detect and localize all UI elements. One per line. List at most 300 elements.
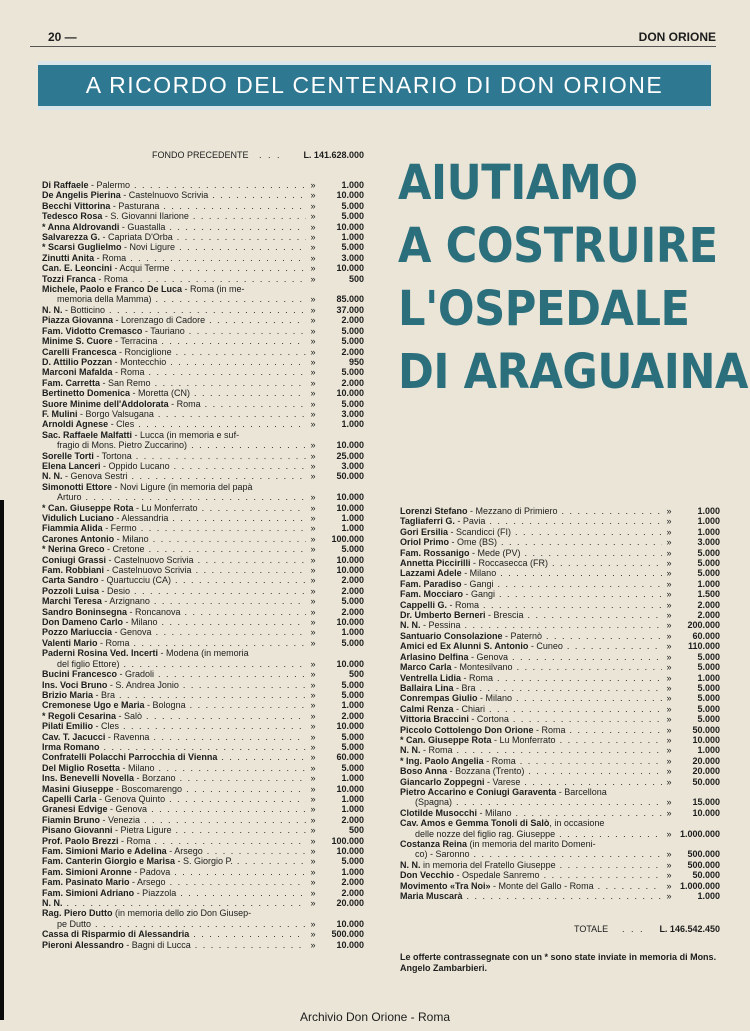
- ditto-mark: »: [666, 558, 672, 569]
- donation-row: [42, 669, 364, 679]
- donation-row: [42, 877, 364, 887]
- donor-name: [42, 555, 306, 565]
- donor-name-bold: Lorenzi Stefano: [400, 506, 468, 516]
- donor-name-bold: Coniugi Grassi: [42, 554, 107, 565]
- donation-amount: 2.000: [341, 814, 364, 825]
- donor-name: [57, 659, 306, 669]
- donation-amount: 10.000: [336, 939, 364, 950]
- donor-name-bold: Cremonese Ugo e Maria: [42, 700, 145, 711]
- donor-place: - Varese: [484, 776, 521, 787]
- donation-row: [400, 589, 720, 599]
- donation-row: [400, 537, 720, 547]
- donor-place: - Gradoli: [117, 669, 155, 680]
- ditto-mark: »: [666, 714, 672, 725]
- donation-row: [42, 190, 364, 200]
- donation-amount: 10.000: [336, 918, 364, 929]
- donation-amount: 5.000: [697, 703, 720, 714]
- donor-place: - Bologna: [144, 700, 186, 711]
- donor-place: - Roma: [118, 835, 151, 846]
- donation-amount: 1.000.000: [679, 828, 720, 839]
- donor-name-bold: Ins. Voci Bruno: [42, 679, 108, 690]
- ditto-mark: »: [666, 630, 672, 641]
- donor-name: [42, 409, 306, 419]
- ditto-mark: »: [666, 506, 672, 516]
- donor-name-bold: Don Vecchio: [400, 870, 455, 881]
- donation-row: [400, 735, 720, 745]
- donor-name: [42, 284, 306, 294]
- donor-place: - Piazzola: [134, 887, 177, 898]
- donor-name: [42, 211, 306, 221]
- donor-place: - Ronciglione: [116, 346, 172, 357]
- donor-name: [42, 503, 306, 513]
- donor-name-bold: Pilati Emilio: [42, 721, 94, 732]
- donor-name: [42, 232, 306, 242]
- donation-amount: 100.000: [331, 533, 364, 544]
- donation-amount: 10.000: [336, 554, 364, 565]
- donor-name-bold: Piccolo Cottolengo Don Orione: [400, 724, 534, 735]
- donor-place: - Capriata D'Orba: [100, 232, 173, 243]
- donation-row: [42, 575, 364, 585]
- donor-place: - Pavia: [454, 516, 486, 527]
- donation-row: [42, 419, 364, 429]
- ditto-mark: »: [310, 814, 316, 825]
- donor-name-bold: * Regoli Cesarina: [42, 710, 117, 721]
- donor-name: [42, 399, 306, 409]
- donor-name-bold: Vidulich Luciano: [42, 513, 114, 523]
- donor-place: - Bagni di Lucca: [123, 939, 191, 950]
- donation-row: [400, 891, 720, 901]
- ditto-mark: »: [310, 221, 316, 232]
- donor-place: , in occasione: [549, 818, 605, 829]
- donor-place: - Roma: [95, 273, 128, 284]
- donor-name: [42, 305, 306, 315]
- donation-amount: 2.000: [697, 599, 720, 610]
- donation-row: [42, 451, 364, 461]
- donation-amount: 50.000: [692, 776, 720, 787]
- donor-name: [400, 808, 662, 818]
- donor-place: - Novi Ligure (in memoria del papà: [112, 481, 253, 492]
- ditto-mark: »: [310, 846, 316, 856]
- donation-row: [400, 849, 720, 859]
- donation-row: [400, 527, 720, 537]
- donation-amount: 500: [348, 669, 364, 680]
- donor-place: - Roma (in me-: [182, 284, 245, 295]
- donation-row: [42, 471, 364, 481]
- donor-place: - Desio: [99, 585, 131, 596]
- ditto-mark: »: [310, 263, 316, 274]
- donor-place: - Genova: [107, 804, 148, 815]
- donor-name: [42, 451, 306, 461]
- ditto-mark: »: [666, 651, 672, 662]
- ditto-mark: »: [310, 596, 316, 607]
- donor-name: [42, 461, 306, 471]
- donation-row: [42, 648, 364, 658]
- donation-amount: 1.000: [341, 513, 364, 523]
- donor-name-bold: Can. E. Leoncini: [42, 263, 113, 274]
- donor-name: [400, 662, 662, 672]
- donor-name-bold: Ballaira Lina: [400, 682, 454, 693]
- donor-name: [42, 763, 306, 773]
- donation-row: [400, 662, 720, 672]
- donor-name: [42, 586, 306, 596]
- donor-name-bold: Fam. Simioni Mario e Adelina: [42, 846, 167, 856]
- ditto-mark: »: [666, 828, 672, 839]
- donor-name-bold: * Anna Aldrovandi: [42, 221, 120, 232]
- donor-place: - Montecchio: [112, 356, 167, 367]
- ditto-mark: »: [666, 724, 672, 735]
- donation-row: [400, 745, 720, 755]
- ditto-mark: »: [310, 232, 316, 243]
- donor-place: - Roma: [112, 367, 145, 378]
- donor-place: - Milano: [477, 693, 513, 704]
- donor-name: [42, 274, 306, 284]
- donor-name: [400, 641, 662, 651]
- ditto-mark: »: [666, 849, 672, 860]
- ditto-mark: »: [310, 408, 316, 419]
- donation-row: [42, 929, 364, 939]
- donation-amount: 5.000: [697, 651, 720, 662]
- donation-amount: 5.000: [697, 714, 720, 725]
- ditto-mark: »: [310, 513, 316, 523]
- donor-name: [42, 388, 306, 398]
- donor-place: - Padova: [131, 866, 171, 877]
- previous-fund-amount: L. 141.628.000: [303, 150, 364, 160]
- donor-name: [42, 648, 306, 658]
- donor-name: [42, 482, 306, 492]
- ditto-mark: »: [310, 252, 316, 263]
- ditto-mark: »: [666, 547, 672, 558]
- ditto-mark: »: [310, 929, 316, 940]
- donor-place: - Roma: [97, 637, 130, 648]
- ditto-mark: »: [310, 356, 316, 367]
- donor-place: - Venezia: [100, 814, 141, 825]
- donation-row: [42, 440, 364, 450]
- donor-name: [42, 253, 306, 263]
- donor-place: - Roma: [447, 599, 480, 610]
- donor-name-bold: Carta Sandro: [42, 575, 99, 586]
- donor-name-bold: Ventrella Lidia: [400, 672, 462, 683]
- donor-name-bold: De Angelis Pierina: [42, 190, 121, 201]
- headline-line: AIUTIAMO: [398, 155, 638, 211]
- ditto-mark: »: [666, 891, 672, 902]
- donor-name-bold: Fam. Rossanigo: [400, 547, 470, 558]
- donor-name: [42, 430, 306, 440]
- donor-place: - Mezzano di Primiero: [467, 506, 558, 516]
- ditto-mark: »: [666, 620, 672, 631]
- donation-row: [42, 627, 364, 637]
- donation-amount: 1.000: [697, 506, 720, 516]
- donation-row: [42, 534, 364, 544]
- donation-row: [42, 752, 364, 762]
- donation-row: [400, 631, 720, 641]
- ditto-mark: »: [666, 880, 672, 891]
- donation-row: [42, 544, 364, 554]
- donor-name: [42, 419, 306, 429]
- ditto-mark: »: [310, 887, 316, 898]
- ditto-mark: »: [310, 388, 316, 399]
- donation-row: [400, 641, 720, 651]
- ditto-mark: »: [666, 797, 672, 808]
- donor-name: [400, 579, 662, 589]
- donor-place: - Castelnuovo Scrivia: [106, 554, 194, 565]
- donor-place: - Genova: [112, 627, 152, 638]
- headline-line: L'OSPEDALE: [398, 281, 690, 337]
- donation-row: [42, 721, 364, 731]
- donor-name: [42, 513, 306, 523]
- donor-place: - Lu Monferrato: [491, 734, 556, 745]
- donor-name-bold: N. N.: [400, 620, 421, 631]
- donation-row: [400, 610, 720, 620]
- donation-amount: 1.000: [341, 793, 364, 804]
- donation-amount: 1.000: [697, 516, 720, 527]
- ditto-mark: »: [666, 734, 672, 745]
- ditto-mark: »: [666, 578, 672, 589]
- donor-name-bold: Fiammia Alida: [42, 523, 103, 534]
- donor-name: [42, 347, 306, 357]
- donation-amount: 2.000: [341, 346, 364, 357]
- donor-name: [42, 711, 306, 721]
- donor-name: [400, 766, 662, 776]
- donation-row: [42, 232, 364, 242]
- ditto-mark: »: [310, 877, 316, 888]
- donor-name: [42, 815, 306, 825]
- donor-name: [42, 180, 306, 190]
- donor-place: (in memoria dello zio Don Giusep-: [112, 908, 252, 919]
- donation-row: [42, 263, 364, 273]
- donor-name-bold: Cappelli G.: [400, 599, 448, 610]
- donor-name-bold: N. N.: [42, 898, 63, 909]
- donation-row: [400, 756, 720, 766]
- ditto-mark: »: [310, 898, 316, 909]
- donation-row: [400, 568, 720, 578]
- donor-place: - Arzignano: [101, 596, 150, 607]
- ditto-mark: »: [666, 610, 672, 621]
- donor-place: - Boscomarengo: [113, 783, 183, 794]
- donor-name: [42, 680, 306, 690]
- donation-row: [42, 503, 364, 513]
- donor-name-bold: Fam. Pasinato Mario: [42, 877, 130, 888]
- donor-name-bold: Fam. Vidotto Cremasco: [42, 325, 143, 336]
- donor-name-bold: Fam. Simioni Adriano: [42, 887, 135, 898]
- donor-name-bold: Simonotti Ettore: [42, 481, 112, 492]
- donation-row: [400, 714, 720, 724]
- donor-name: [42, 326, 306, 336]
- donation-amount: 950: [348, 356, 364, 367]
- ditto-mark: »: [310, 440, 316, 451]
- donor-name: [400, 704, 662, 714]
- ditto-mark: »: [310, 856, 316, 867]
- ditto-mark: »: [310, 325, 316, 336]
- donor-place: - Castelnuovo Scrivia: [120, 190, 209, 201]
- donor-name: [42, 357, 306, 367]
- donor-name-bold: Pisano Giovanni: [42, 825, 113, 836]
- donation-row: [400, 693, 720, 703]
- donor-name: [42, 315, 306, 325]
- donor-name: [42, 669, 306, 679]
- donor-name-bold: Marchi Teresa: [42, 596, 102, 607]
- donation-amount: 1.000: [341, 523, 364, 534]
- ditto-mark: »: [310, 523, 316, 534]
- donation-row: [400, 725, 720, 735]
- donor-place: - S. Giovanni Ilarione: [102, 211, 189, 222]
- donor-place: (Spagna): [415, 797, 453, 808]
- donor-name: [400, 631, 662, 641]
- donor-name: [400, 527, 662, 537]
- donation-row: [42, 367, 364, 377]
- donor-place: - Roma: [483, 755, 516, 766]
- donation-amount: 2.000: [341, 575, 364, 586]
- donor-place: del figlio Ettore): [57, 658, 120, 669]
- donation-row: [42, 565, 364, 575]
- donation-amount: 1.000: [697, 891, 720, 902]
- donor-name: [42, 898, 306, 908]
- donor-name: [42, 544, 306, 554]
- ditto-mark: »: [310, 419, 316, 430]
- donor-name-bold: * Can. Giuseppe Rota: [400, 734, 492, 745]
- donor-place: - Pasturana: [110, 200, 160, 211]
- donor-list-right: [400, 506, 720, 901]
- donation-row: [400, 777, 720, 787]
- donor-name: [42, 367, 306, 377]
- donation-row: [42, 700, 364, 710]
- donor-name-bold: * Can. Giuseppe Rota: [42, 502, 134, 513]
- donation-row: [42, 794, 364, 804]
- donor-name-bold: Paderni Rosina Ved. Incerti: [42, 648, 159, 659]
- donor-place: - Palermo: [88, 180, 131, 190]
- donor-name: [42, 784, 306, 794]
- donor-place: - Genova Sestri: [62, 471, 128, 482]
- donation-amount: 2.000: [341, 315, 364, 326]
- total-dots: . . .: [622, 924, 645, 934]
- donor-name: [400, 620, 662, 630]
- donation-amount: 5.000: [341, 596, 364, 607]
- donor-place: - Roma: [94, 252, 127, 263]
- ditto-mark: »: [310, 377, 316, 388]
- donor-place: - Ravenna: [105, 731, 150, 742]
- ditto-mark: »: [310, 575, 316, 586]
- donation-amount: 500.000: [331, 929, 364, 940]
- donor-name-bold: Maria Muscarà: [400, 891, 463, 902]
- donation-row: [42, 253, 364, 263]
- donor-name: [400, 756, 662, 766]
- headline-line: DI ARAGUAINA: [398, 344, 749, 400]
- ditto-mark: »: [666, 755, 672, 766]
- donor-name-bold: Fam. Mocciaro: [400, 589, 464, 600]
- donor-place: - Alessandria: [113, 513, 169, 523]
- donor-name-bold: Giancarlo Zoppegni: [400, 776, 485, 787]
- ditto-mark: »: [666, 589, 672, 600]
- ditto-mark: »: [310, 658, 316, 669]
- donation-amount: 10.000: [336, 388, 364, 399]
- donor-name-bold: Carelli Francesca: [42, 346, 117, 357]
- donation-row: [42, 732, 364, 742]
- donor-place: - Lu Monferrato: [133, 502, 198, 513]
- donor-name-bold: Capelli Carla: [42, 793, 97, 804]
- donation-row: [400, 683, 720, 693]
- donation-amount: 1.000: [697, 526, 720, 537]
- donor-name-bold: Annetta Piccirilli: [400, 558, 471, 569]
- donation-row: [42, 357, 364, 367]
- donor-place: - Oppido Lucano: [100, 460, 170, 471]
- donation-row: [42, 784, 364, 794]
- donation-amount: 5.000: [341, 211, 364, 222]
- donation-row: [42, 555, 364, 565]
- donor-name: [400, 558, 662, 568]
- donor-name-bold: * Nerina Greco: [42, 544, 105, 555]
- donation-amount: 1.000: [341, 700, 364, 711]
- donation-amount: 2.000: [341, 877, 364, 888]
- donor-name: [42, 794, 306, 804]
- ditto-mark: »: [310, 606, 316, 617]
- donation-amount: 500: [348, 825, 364, 836]
- donor-name: [42, 534, 306, 544]
- donation-row: [42, 763, 364, 773]
- ditto-mark: »: [310, 450, 316, 461]
- ditto-mark: »: [310, 502, 316, 513]
- donor-name: [415, 849, 662, 859]
- donation-amount: 20.000: [336, 898, 364, 909]
- donor-name-bold: Fam. Paradiso: [400, 578, 462, 589]
- previous-fund-label: FONDO PRECEDENTE: [152, 150, 249, 160]
- total-label: TOTALE: [574, 924, 609, 934]
- donation-amount: 5.000: [697, 568, 720, 579]
- donor-name: [42, 222, 306, 232]
- ditto-mark: »: [310, 367, 316, 378]
- donor-name-bold: D. Attilio Pozzan: [42, 356, 113, 367]
- donor-name-bold: Carones Antonio: [42, 533, 115, 544]
- donation-row: [400, 860, 720, 870]
- donation-amount: 100.000: [331, 835, 364, 846]
- donation-row: [42, 201, 364, 211]
- donor-name: [42, 804, 306, 814]
- donor-name-bold: Minime S. Cuore: [42, 336, 113, 347]
- donor-name: [42, 263, 306, 273]
- centenary-banner: A RICORDO DEL CENTENARIO DI DON ORIONE: [38, 61, 711, 110]
- donor-name: [42, 836, 306, 846]
- donor-place: - Tortona: [93, 450, 132, 461]
- donor-name: [400, 548, 662, 558]
- donor-place: - Barcellona: [556, 786, 607, 797]
- ditto-mark: »: [310, 200, 316, 211]
- donor-name: [400, 673, 662, 683]
- donor-place: - Castelnuovo Scrivia: [104, 565, 192, 576]
- donation-row: [42, 742, 364, 752]
- donation-row: [400, 829, 720, 839]
- ditto-mark: »: [310, 190, 316, 201]
- ditto-mark: »: [310, 669, 316, 680]
- donation-amount: 10.000: [336, 617, 364, 628]
- donor-name: [42, 877, 306, 887]
- donation-amount: 3.000: [341, 408, 364, 419]
- ditto-mark: »: [310, 180, 316, 190]
- donation-row: [42, 242, 364, 252]
- donor-name-bold: Zinutti Anita: [42, 252, 95, 263]
- scan-edge: [0, 500, 4, 1020]
- donor-name-bold: Movimento «Tra Noi»: [400, 880, 491, 891]
- donation-amount: 37.000: [336, 304, 364, 315]
- donor-place: - Brescia: [485, 610, 524, 621]
- donor-place: - Arsego: [166, 846, 203, 856]
- donor-place: - Ospedale Sanremo: [454, 870, 540, 881]
- donation-row: [42, 336, 364, 346]
- donation-row: [42, 347, 364, 357]
- donor-place: - Cles: [108, 419, 135, 430]
- donation-amount: 2.000: [341, 585, 364, 596]
- donor-name: [42, 940, 306, 950]
- donation-amount: 2.000: [341, 377, 364, 388]
- donation-amount: 5.000: [341, 762, 364, 773]
- donation-row: [42, 888, 364, 898]
